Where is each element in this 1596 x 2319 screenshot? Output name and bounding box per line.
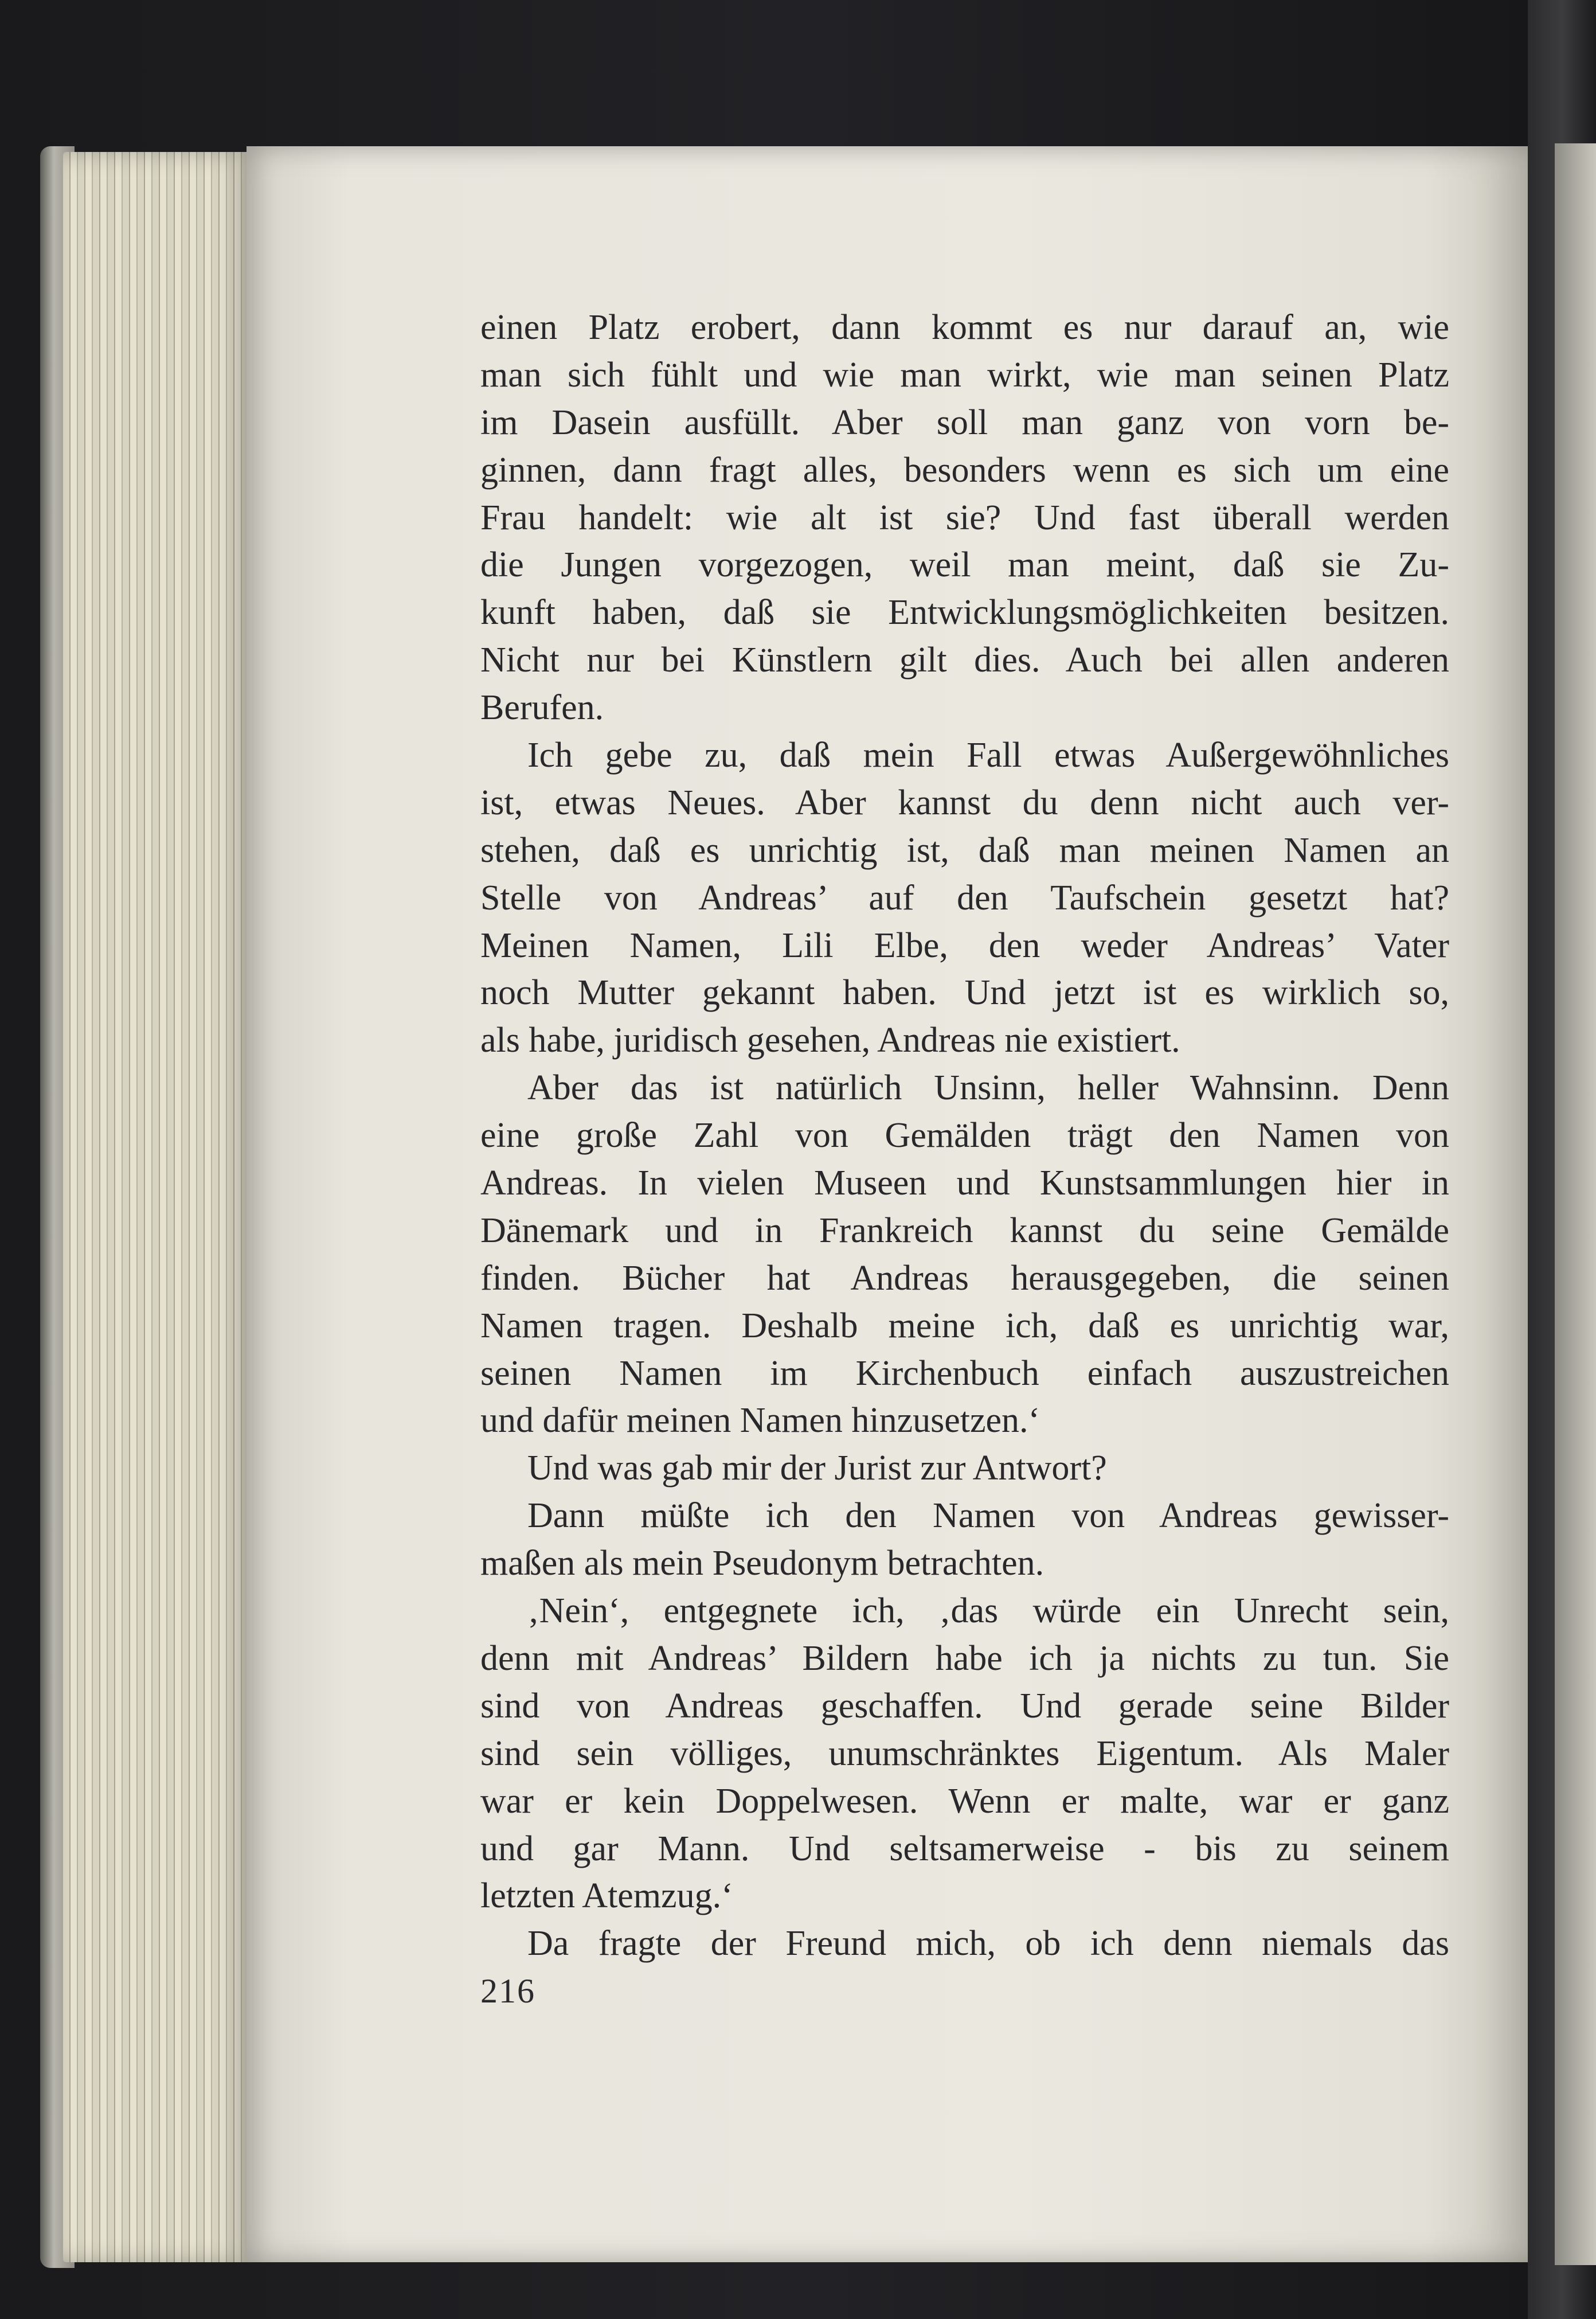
text-line: noch Mutter gekannt haben. Und jetzt ist es wirklich so, <box>480 973 1449 1013</box>
text-line: im Dasein ausfüllt. Aber soll man ganz von vorn be- <box>480 403 1449 442</box>
text-line: letzten Atemzug.‘ <box>480 1876 733 1916</box>
page-body-text <box>480 304 1449 1967</box>
text-line: Ich gebe zu, daß mein Fall etwas Außergewöhnliches <box>527 736 1449 775</box>
text-line: denn mit Andreas’ Bildern habe ich ja nichts zu tun. Sie <box>480 1638 1449 1678</box>
text-line: sind von Andreas geschaffen. Und gerade seine Bilder <box>480 1686 1449 1725</box>
text-line: seinen Namen im Kirchenbuch einfach auszustreichen <box>480 1353 1449 1393</box>
text-line: und gar Mann. Und seltsamerweise - bis zu seinem <box>480 1829 1449 1868</box>
text-line: war er kein Doppelwesen. Wenn er malte, war er ganz <box>480 1781 1449 1821</box>
text-line: als habe, juridisch gesehen, Andreas nie existiert. <box>480 1021 1180 1060</box>
text-line: maßen als mein Pseudonym betrachten. <box>480 1544 1045 1583</box>
text-line: sind sein völliges, unumschränktes Eigentum. Als Maler <box>480 1734 1449 1773</box>
text-line: ginnen, dann fragt alles, besonders wenn es sich um eine <box>480 450 1449 490</box>
text-line: Aber das ist natürlich Unsinn, heller Wahnsinn. Denn <box>527 1068 1449 1108</box>
text-line: finden. Bücher hat Andreas herausgegeben, die seinen <box>480 1258 1449 1298</box>
text-line: man sich fühlt und wie man wirkt, wie man seinen Platz <box>480 355 1449 395</box>
text-line: Frau handelt: wie alt ist sie? Und fast überall werden <box>480 498 1449 537</box>
text-line: ist, etwas Neues. Aber kannst du denn nicht auch ver- <box>480 783 1449 822</box>
text-line: kunft haben, daß sie Entwicklungsmöglichkeiten besitzen. <box>480 593 1449 633</box>
text-line: Nicht nur bei Künstlern gilt dies. Auch bei allen anderen <box>480 641 1449 680</box>
text-line: eine große Zahl von Gemälden trägt den Namen von <box>480 1116 1449 1155</box>
text-line: einen Platz erobert, dann kommt es nur darauf an, wie <box>480 308 1449 347</box>
text-line: ‚Nein‘, entgegnete ich, ‚das würde ein Unrecht sein, <box>527 1591 1449 1631</box>
page-stack-edges <box>63 152 255 2262</box>
text-line: und dafür meinen Namen hinzusetzen.‘ <box>480 1401 1040 1440</box>
text-line: Stelle von Andreas’ auf den Taufschein gesetzt hat? <box>480 878 1449 918</box>
text-line: Dänemark und in Frankreich kannst du seine Gemälde <box>480 1211 1449 1250</box>
facing-page-edge <box>1555 143 1596 2265</box>
text-line: Da fragte der Freund mich, ob ich denn niemals das <box>527 1924 1449 1963</box>
text-line: die Jungen vorgezogen, weil man meint, daß sie Zu- <box>480 545 1449 585</box>
text-line: Andreas. In vielen Museen und Kunstsammlungen hier in <box>480 1164 1449 1203</box>
text-line: Namen tragen. Deshalb meine ich, daß es unrichtig war, <box>480 1306 1449 1345</box>
text-line: Und was gab mir der Jurist zur Antwort? <box>527 1449 1107 1488</box>
page-number: 216 <box>480 1972 535 2010</box>
text-line: Berufen. <box>480 688 604 728</box>
text-line: Dann müßte ich den Namen von Andreas gewisser- <box>527 1496 1449 1536</box>
text-line: Meinen Namen, Lili Elbe, den weder Andreas’ Vater <box>480 926 1449 965</box>
text-line: stehen, daß es unrichtig ist, daß man meinen Namen an <box>480 830 1449 870</box>
